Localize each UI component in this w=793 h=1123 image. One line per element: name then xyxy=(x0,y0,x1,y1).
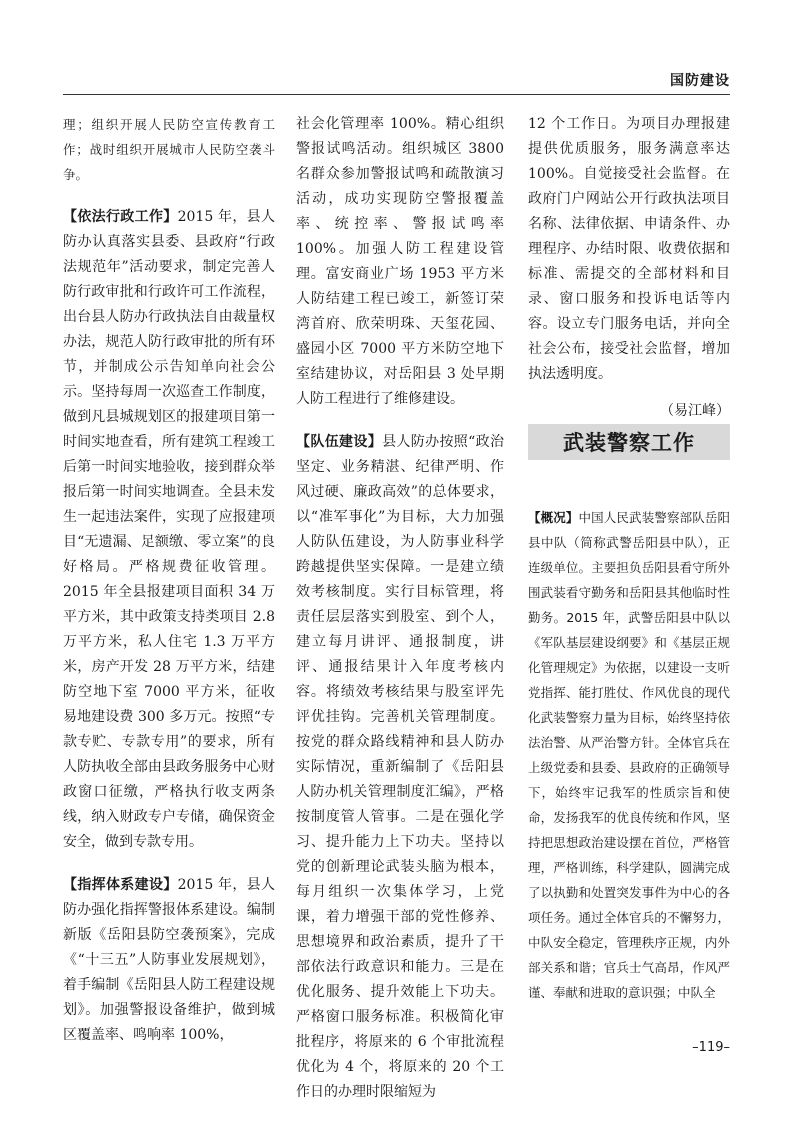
paragraph-command-system xyxy=(63,873,275,1048)
section-heading: 武装警察工作 xyxy=(528,424,730,460)
paragraph-body: 县人防办按照“政治坚定、业务精湛、纪律严明、作风过硬、廉政高效”的总体要求，以“准军事化”为目标，大力加强人防队伍建设，为人防事业科学跨越提供坚实保障。一是建立绩效考核制度。实行目标管理，将责任层层落实到股室、到个人，建立每月讲评、通报制度，讲评、通报结果计入年度考核内容。将绩效考核结果与股室评先评优挂钩。完善机关管理制度。按党的群众路线精神和县人防办实际情况，重新编制了《岳阳县人防办机关管理制度汇编》，严格按制度管人管事。二是在强化学习、提升能力上下功夫。坚持以党的创新理论武装头脑为根本，每月组织一次集体学习，上党课，着力增强干部的党性修养、思想境界和政治素质，提升了干部依法行政意识和能力。三是在优化服务、提升效能上下功夫。严格窗口服务标准。积极简化审批程序，将原来的 6 个审批流程优化为 4 个，将原来的 20 个工作日的办理时限缩短为 xyxy=(296,434,504,1100)
column-3-bottom xyxy=(528,505,730,1023)
section-tag: 【指挥体系建设】 xyxy=(63,877,178,893)
paragraph-continuation: 12 个工作日。为项目办理报建提供优质服务，服务满意率达 100%。自觉接受社会监督。在政府门户网站公开行政执法项目名称、法律依据、申请条件、办理程序、办结时限、收费依据和标准、需提交的全部材料和目录、窗口服务和投诉电话等内容。设立专门服务电话，并向全社会公布，接受社会监督，增加执法透明度。 xyxy=(528,116,730,382)
section-tag: 【依法行政工作】 xyxy=(63,209,178,225)
paragraph-team-building xyxy=(296,430,504,1105)
section-tag: 【队伍建设】 xyxy=(296,434,383,450)
column-1 xyxy=(63,112,275,1066)
column-2 xyxy=(296,112,504,1123)
header-divider xyxy=(63,94,730,95)
paragraph-continuation: 社会化管理率 100%。精心组织警报试鸣活动。组织城区 3800 名群众参加警报试鸣和疏散演习活动，成功实现防空警报覆盖率、统控率、警报试鸣率 100%。加强人防工程建设管理。富安商业广场 1953 平方米人防结建工程已竣工，新签订荣湾首府、欣荣明珠、天玺花园、盛园小区 7000 平方米防空地下室结建协议，对岳阳县 3 处早期人防工程进行了维修建设。 xyxy=(296,116,504,407)
section-tag: 【概况】 xyxy=(528,510,579,525)
paragraph-body: 中国人民武装警察部队岳阳县中队（简称武警岳阳县中队），正连级单位。主要担负岳阳县看守所外围武装看守勤务和岳阳县其他临时性勤务。2015 年，武警岳阳县中队以《军队基层建设纲要》和《基层正规化管理规定》为依据，以建设一支听党指挥、能打胜仗、作风优良的现代化武装警察力量为目标，始终坚持依法治警、从严治警方针。全体官兵在上级党委和县委、县政府的正确领导下，始终牢记我军的性质宗旨和使命，发扬我军的优良传统和作风，坚持把思想政治建设摆在首位，严格管理，严格训练，科学建队，圆满完成了以执勤和处置突发事件为中心的各项任务。通过全体官兵的不懈努力，中队安全稳定，管理秩序正规，内外部关系和谐；官兵士气高昂，作风严谨、奉献和进取的意识强；中队全 xyxy=(528,510,730,1000)
paragraph-body: 2015 年，县人防办认真落实县委、县政府“行政法规范年”活动要求，制定完善人防行政审批和行政许可工作流程，出台县人防办行政执法自由裁量权办法，规范人防行政审批的所有环节，并制成公示告知单向社会公示。坚持每周一次巡查工作制度，做到凡县城规划区的报建项目第一时间实地查看，所有建筑工程竣工后第一时间实地验收，接到群众举报后第一时间实地调查。全县未发生一起违法案件，实现了应报建项目“无遗漏、足额缴、零立案”的良好格局。严格规费征收管理。2015 年全县报建项目面积 34 万平方米，其中政策支持类项目 2.8 万平方米，私人住宅 1.3 万平方米，房产开发 28 万平方米，结建防空地下室 7000 平方米，征收易地建设费 300 多万元。按照“专款专贮、专款专用”的要求，所有人防执收全部由县政务服务中心财政窗口征缴，严格执行收支两条线，纳入财政专户专储，确保资金安全，做到专款专用。 xyxy=(63,209,275,850)
running-header-title: 国防建设 xyxy=(670,73,730,89)
column-3-top xyxy=(528,112,730,442)
author-credit: （易江峰） xyxy=(660,403,730,419)
paragraph-law-enforcement xyxy=(63,205,275,855)
paragraph-body: 2015 年，县人防办强化指挥警报体系建设。编制新版《岳阳县防空袭预案》，完成《“十三五”人防事业发展规划》，着手编制《岳阳县人防工程建设规划》。加强警报设备维护，做到城区覆盖率、鸣响率 100%， xyxy=(63,877,275,1043)
intro-paragraph: 理；组织开展人民防空宣传教育工作；战时组织开展城市人民防空袭斗争。 xyxy=(63,117,275,182)
page-number: –119– xyxy=(692,1040,730,1055)
paragraph-overview xyxy=(528,505,730,1005)
